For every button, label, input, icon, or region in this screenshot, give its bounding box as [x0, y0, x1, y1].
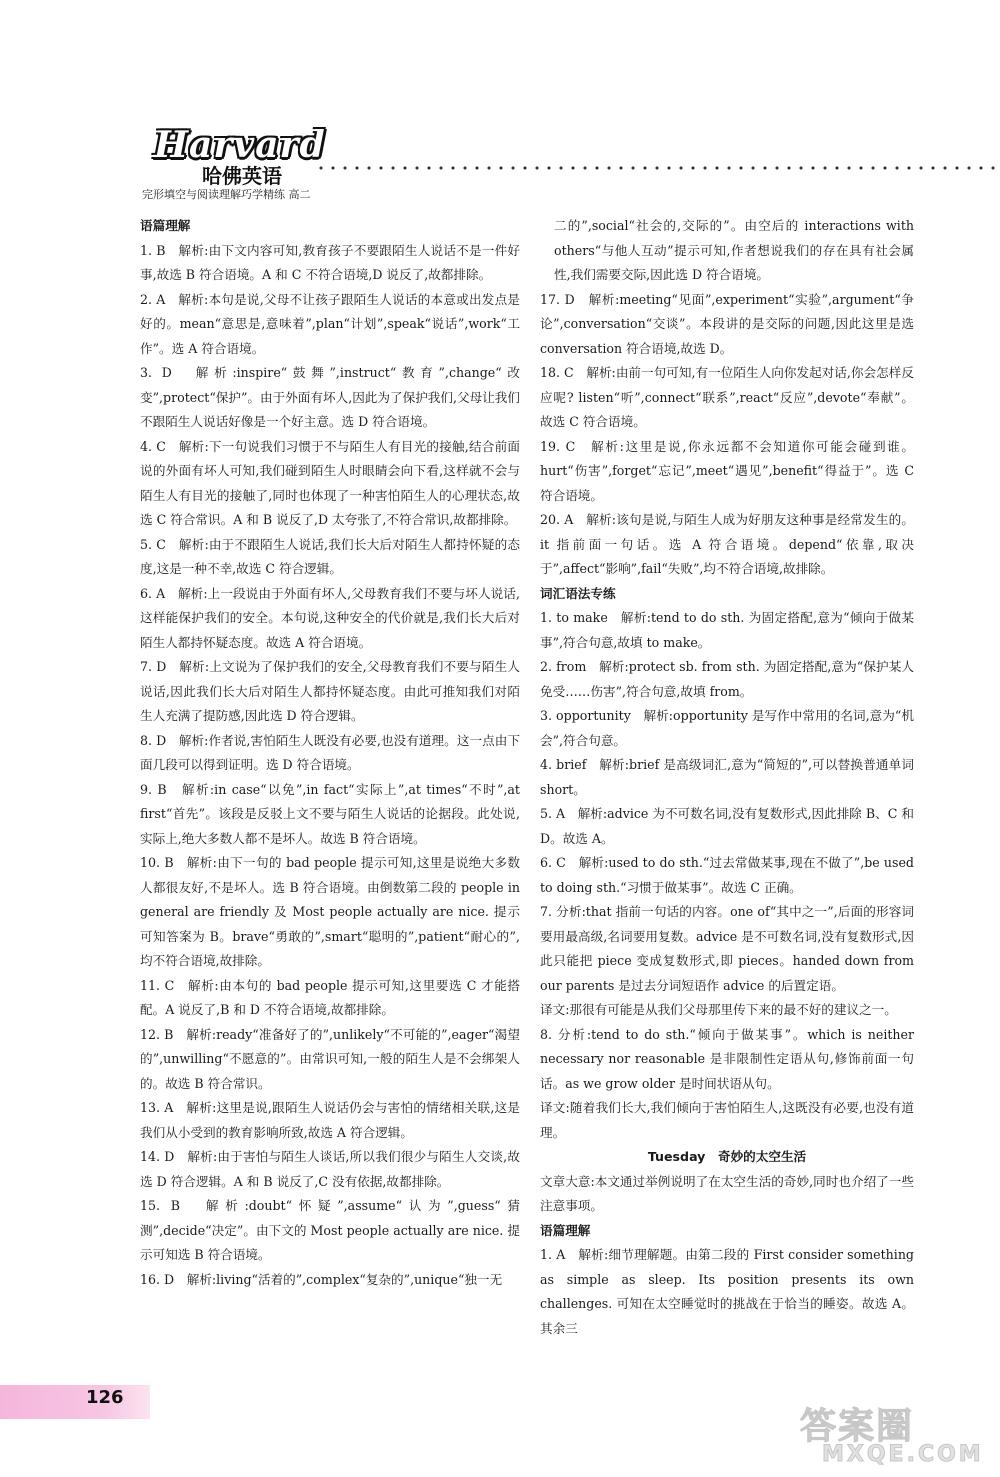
page-number: 126: [86, 1387, 124, 1408]
answer-item: 5. A 解析:advice 为不可数名词,没有复数形式,因此排除 B、C 和 D。故选 A。: [540, 806, 914, 846]
answer-item: 17. D 解析:meeting“见面”,experiment“实验”,argument“争论”,conversation“交谈”。本段讲的是交际的问题,因此这里是选 conversation 符合语境,故选 D。: [540, 291, 914, 356]
answer-item: 16. D 解析:living“活着的”,complex“复杂的”,unique“独一无: [140, 1271, 503, 1287]
answer-list: [540, 606, 914, 1145]
answer-item: 10. B 解析:由下一句的 bad people 提示可知,这里是说绝大多数人都很友好,不是坏人。选 B 符合语境。由倒数第二段的 people in general are friendly 及 Most people actually are nice. 提示可知答案为 B。brave“勇敢的”,smart“聪明的”,patient“耐心的”,均不符合语境,故排除。: [140, 855, 520, 968]
continued-text: 二的”,social“社会的,交际的”。由空后的 interactions with others“与他人互动”提示可知,作者想说我们的存在具有社会属性,我们需要交际,因此选 D 符合语境。: [554, 218, 914, 282]
answer-item: 11. C 解析:由本句的 bad people 提示可知,这里要选 C 才能搭配。A 说反了,B 和 D 不符合语境,故都排除。: [140, 977, 520, 1017]
answer-item: 2. A 解析:本句是说,父母不让孩子跟陌生人说话的本意或出发点是好的。mean“意思是,意味着”,plan“计划”,speak“说话”,work“工作”。选 A 符合语境。: [140, 291, 520, 356]
answer-item: 12. B 解析:ready“准备好了的”,unlikely“不可能的”,eager“渴望的”,unwilling“不愿意的”。由常识可知,一般的陌生人是不会绑架人的。故选 B 符合常识。: [140, 1026, 520, 1091]
answer-item: 13. A 解析:这里是说,跟陌生人说话仍会与害怕的情绪相关联,这是我们从小受到的教育影响所致,故选 A 符合逻辑。: [140, 1100, 520, 1140]
article-summary: 文章大意:本文通过举例说明了在太空生活的奇妙,同时也介绍了一些注意事项。: [540, 1173, 914, 1213]
right-column: [540, 214, 914, 1341]
left-column: [140, 214, 520, 1292]
answer-item: 7. 分析:that 指前一句话的内容。one of“其中之一”,后面的形容词要用最高级,名词要用复数。advice 是不可数名词,没有复数形式,因此只能把 piece 变成复数形式,即 pieces。handed down from our parents 是过去分词短语作 advice 的后置定语。: [540, 904, 914, 993]
harvard-logo: [140, 118, 326, 204]
answer-item: 15. B 解析:doubt“怀疑”,assume“认为”,guess“猜测”,decide“决定”。由下文的 Most people actually are nice. 提示可知选 B 符合语境。: [140, 1198, 520, 1262]
answer-item: 1. B 解析:由下文内容可知,教育孩子不要跟陌生人说话不是一件好事,故选 B 符合语境。A 和 C 不符合语境,D 说反了,故都排除。: [140, 242, 520, 282]
answer-list: [140, 239, 520, 1293]
dotted-divider: [315, 166, 1000, 170]
watermark-logo: [800, 1398, 996, 1474]
answer-item: 8. 分析:tend to do sth.“倾向于做某事”。which is neither necessary nor reasonable 是非限制性定语从句,修饰前面一句话。as we grow older 是时间状语从句。: [540, 1026, 914, 1091]
answer-item: 9. B 解析:in case“以免”,in fact“实际上”,at times“不时”,at first“首先”。该段是反驳上文不要与陌生人说话的论据段。此处说,实际上,绝大多数人都不是坏人。故选 B 符合语境。: [140, 781, 520, 846]
answer-list: [540, 288, 914, 582]
answer-item: 译文:随着我们长大,我们倾向于害怕陌生人,这既没有必要,也没有道理。: [540, 1100, 914, 1140]
watermark-text: 答案圈: [800, 1406, 915, 1447]
section-heading: 语篇理解: [540, 1222, 591, 1238]
answer-item: 3. D 解析:inspire“鼓舞”,instruct“教育”,change“改变”,protect“保护”。由于外面有坏人,因此为了保护我们,父母让我们不跟陌生人说话好像是一个好主意。选 D 符合语境。: [140, 365, 520, 429]
answer-item: 译文:那很有可能是从我们父母那里传下来的最不好的建议之一。: [540, 1002, 897, 1017]
watermark-url: MXQE.COM: [822, 1442, 984, 1467]
section-heading: 语篇理解: [140, 218, 191, 233]
book-tagline: 完形填空与阅读理解巧学精练 高二: [142, 188, 311, 201]
answer-item: 19. C 解析:这里是说,你永远都不会知道你可能会碰到谁。hurt“伤害”,forget“忘记”,meet“遇见”,benefit“得益于”。选 C 符合语境。: [540, 438, 914, 503]
answer-item: 1. A 解析:细节理解题。由第二段的 First consider something as simple as sleep. Its position presents its own challenges. 可知在太空睡觉时的挑战在于恰当的睡姿。故选 A。其余三: [540, 1247, 914, 1336]
answer-item: 14. D 解析:由于害怕与陌生人谈话,所以我们很少与陌生人交谈,故选 D 符合逻辑。A 和 B 说反了,C 没有依据,故都排除。: [140, 1149, 520, 1189]
day-title: Tuesday 奇妙的太空生活: [647, 1149, 807, 1164]
answer-item: 7. D 解析:上文说为了保护我们的安全,父母教育我们不要与陌生人说话,因此我们长大后对陌生人都持怀疑态度。由此可推知我们对陌生人充满了提防感,因此选 D 符合逻辑。: [140, 659, 520, 723]
page-number-band: [0, 1385, 150, 1419]
answer-item: 4. brief 解析:brief 是高级词汇,意为“简短的”,可以替换普通单词 short。: [540, 757, 914, 797]
brand-chinese: 哈佛英语: [202, 164, 282, 188]
brand-name: Harvard: [154, 124, 326, 166]
answer-item: 6. C 解析:used to do sth.“过去常做某事,现在不做了”,be used to doing sth.“习惯于做某事”。故选 C 正确。: [540, 855, 914, 895]
answer-item: 6. A 解析:上一段说由于外面有坏人,父母教育我们不要与坏人说话,这样能保护我们的安全。本句说,这种安全的代价就是,我们长大后对陌生人都持怀疑态度。故选 A 符合语境。: [140, 585, 520, 650]
answer-item: 20. A 解析:该句是说,与陌生人成为好朋友这种事是经常发生的。it 指前面一句话。选 A 符合语境。depend“依靠,取决于”,affect“影响”,fail“失败”,均不符合语境,故排除。: [540, 512, 914, 576]
answer-item: 3. opportunity 解析:opportunity 是写作中常用的名词,意为“机会”,符合句意。: [540, 708, 914, 748]
section-heading: 词汇语法专练: [540, 585, 616, 601]
answer-item: 18. C 解析:由前一句可知,有一位陌生人向你发起对话,你会怎样反应呢? listen“听”,connect“联系”,react“反应”,devote“奉献”。故选 C 符合语境。: [540, 365, 914, 429]
answer-item: 8. D 解析:作者说,害怕陌生人既没有必要,也没有道理。这一点由下面几段可以得到证明。选 D 符合语境。: [140, 732, 520, 772]
answer-item: 1. to make 解析:tend to do sth. 为固定搭配,意为“倾向于做某事”,符合句意,故填 to make。: [540, 610, 914, 650]
page-header: [140, 118, 1000, 208]
answer-item: 4. C 解析:下一句说我们习惯于不与陌生人有目光的接触,结合前面说的外面有坏人可知,我们碰到陌生人时眼睛会向下看,这样就不会与陌生人有目光的接触了,同时也体现了一种害怕陌生人的心理状态,故选 C 符合常识。A 和 B 说反了,D 太夸张了,不符合常识,故都排除。: [140, 438, 520, 527]
answer-item: 2. from 解析:protect sb. from sth. 为固定搭配,意为“保护某人免受……伤害”,符合句意,故填 from。: [540, 659, 914, 699]
answer-item: 5. C 解析:由于不跟陌生人说话,我们长大后对陌生人都持怀疑的态度,这是一种不幸,故选 C 符合逻辑。: [140, 536, 520, 576]
